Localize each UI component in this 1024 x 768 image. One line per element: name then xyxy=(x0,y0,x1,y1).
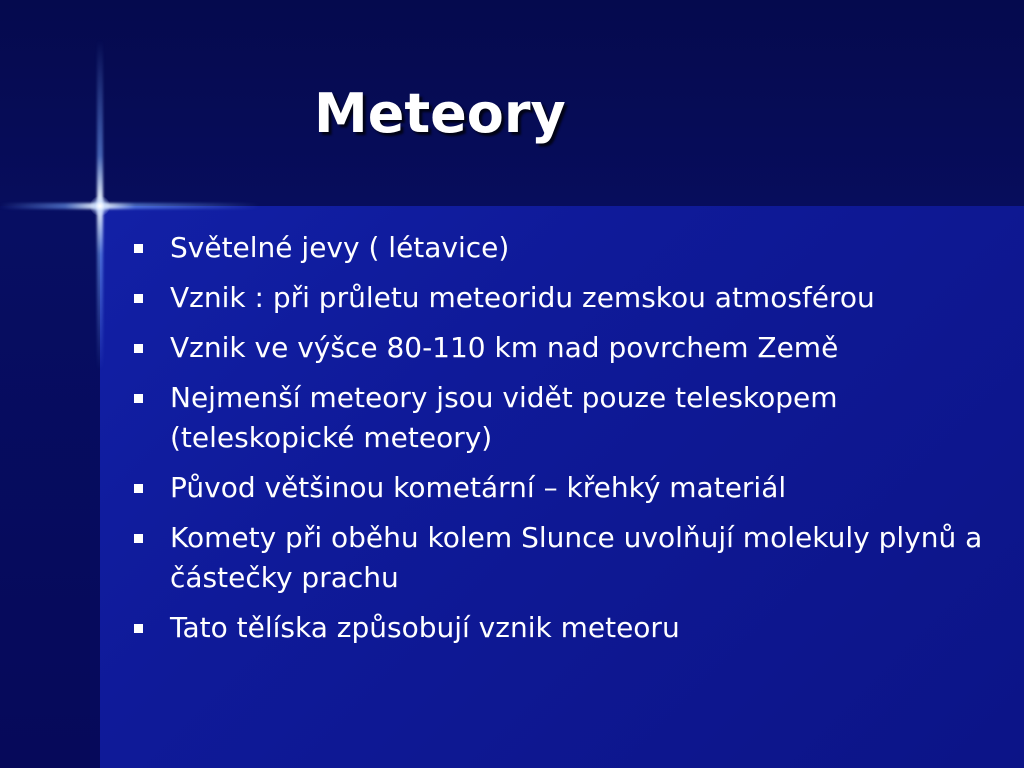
bullet-item xyxy=(132,468,992,508)
square-bullet-icon xyxy=(134,534,143,543)
square-bullet-icon xyxy=(134,394,143,403)
bullet-item xyxy=(132,378,992,458)
square-bullet-icon xyxy=(134,624,143,633)
bullet-text: Světelné jevy ( létavice) xyxy=(170,231,510,264)
square-bullet-icon xyxy=(134,344,143,353)
bullet-item xyxy=(132,228,992,268)
star-flare-icon xyxy=(90,196,110,216)
bullet-text: Vznik : při průletu meteoridu zemskou atmosférou xyxy=(170,281,875,314)
bullet-text: Původ většinou kometární – křehký materiál xyxy=(170,471,787,504)
star-flare-horizontal xyxy=(0,203,260,209)
square-bullet-icon xyxy=(134,294,143,303)
bullet-text: Tato tělíska způsobují vznik meteoru xyxy=(170,611,680,644)
bullet-item xyxy=(132,518,992,598)
bullet-text: Nejmenší meteory jsou vidět pouze teleskopem (teleskopické meteory) xyxy=(170,381,838,454)
bullet-item xyxy=(132,328,992,368)
left-panel xyxy=(0,206,100,768)
bullet-text: Vznik ve výšce 80-110 km nad povrchem Země xyxy=(170,331,839,364)
square-bullet-icon xyxy=(134,484,143,493)
bullet-item xyxy=(132,278,992,318)
bullet-item xyxy=(132,608,992,648)
slide-title: Meteory xyxy=(314,82,566,145)
bullet-list xyxy=(132,228,992,658)
square-bullet-icon xyxy=(134,244,143,253)
bullet-text: Komety při oběhu kolem Slunce uvolňují molekuly plynů a částečky prachu xyxy=(170,521,983,594)
